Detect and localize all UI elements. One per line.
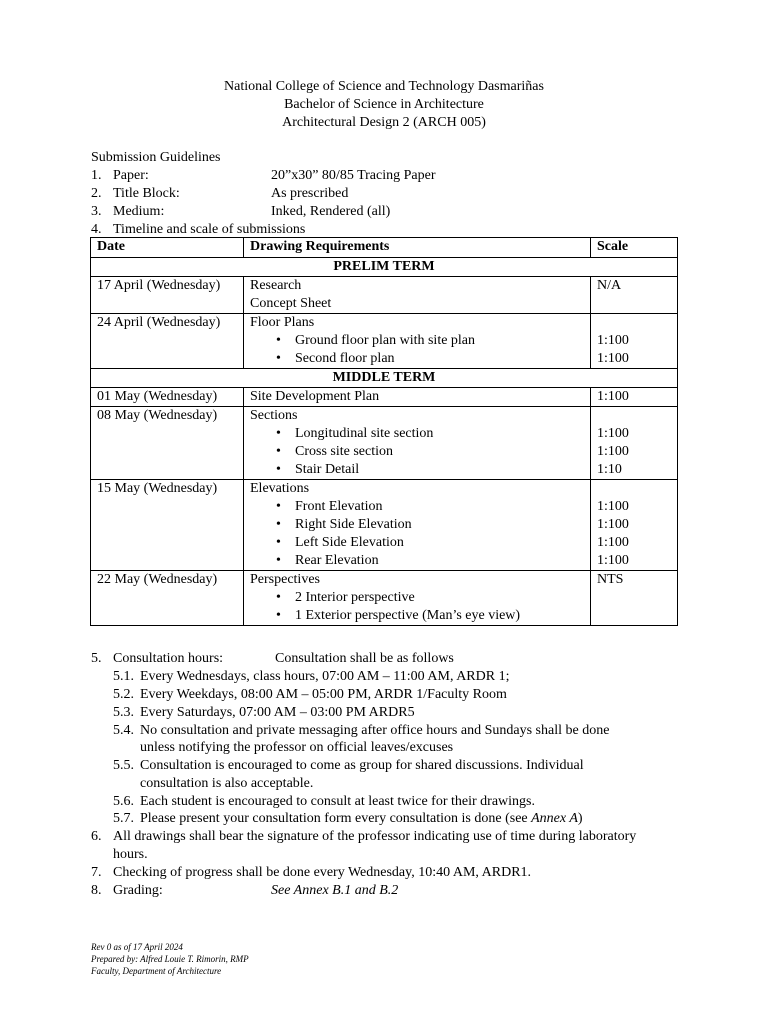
table-row <box>91 314 678 369</box>
table-row <box>91 388 678 407</box>
scale-value: 1:100 <box>597 535 629 550</box>
prepared-by: Prepared by: Alfred Louie T. Rimorin, RMP <box>91 954 249 964</box>
table-row <box>91 407 678 480</box>
consultation-item: No consultation and private messaging after office hours and Sundays shall be done <box>140 723 610 738</box>
sub-item-number: 5.7. <box>113 811 134 826</box>
sub-item-number: 5.2. <box>113 687 134 702</box>
sub-item-number: 5.5. <box>113 758 134 773</box>
table-row <box>91 277 678 314</box>
requirement-item: • 1 Exterior perspective (Man’s eye view) <box>250 607 584 625</box>
requirement-title: Elevations <box>250 481 310 496</box>
program-name: Bachelor of Science in Architecture <box>284 97 484 112</box>
requirement-title: Sections <box>250 408 298 423</box>
grading-label: Grading: <box>113 883 163 898</box>
faculty-line: Faculty, Department of Architecture <box>91 966 222 976</box>
rule-text-continued: hours. <box>113 847 148 862</box>
row-requirements <box>244 571 591 626</box>
consultation-item-continued: unless notifying the professor on official leaves/excuses <box>140 740 454 755</box>
guideline-value: As prescribed <box>271 186 349 201</box>
sub-item-number: 5.6. <box>113 794 134 809</box>
scale-value: 1:100 <box>597 444 629 459</box>
consultation-item <box>140 810 583 828</box>
prelim-term-heading: PRELIM TERM <box>91 258 678 277</box>
consultation-item: Every Weekdays, 08:00 AM – 05:00 PM, ARDR 1/Faculty Room <box>140 687 507 702</box>
scale-value: 1:10 <box>597 462 622 477</box>
consultation-label: Consultation hours: <box>113 651 224 666</box>
requirement-item: • Ground floor plan with site plan <box>250 332 584 350</box>
row-scale <box>591 407 678 480</box>
row-date: 17 April (Wednesday) <box>91 277 244 314</box>
scale-value: 1:100 <box>597 553 629 568</box>
requirement-item: • Cross site section <box>250 443 584 461</box>
institution-name: National College of Science and Technology Dasmariñas <box>224 79 544 94</box>
guideline-number: 2. <box>91 186 102 201</box>
row-date: 22 May (Wednesday) <box>91 571 244 626</box>
requirement-title: Perspectives <box>250 572 320 587</box>
guideline-label: Timeline and scale of submissions <box>113 222 306 237</box>
rule-text: Checking of progress shall be done every Wednesday, 10:40 AM, ARDR1. <box>113 865 532 880</box>
scale-value: 1:100 <box>597 499 629 514</box>
row-scale <box>591 314 678 369</box>
scale-value: 1:100 <box>597 351 629 366</box>
requirement-item: • Stair Detail <box>250 461 584 479</box>
row-requirements <box>244 277 591 314</box>
row-scale: NTS <box>591 571 678 626</box>
requirement-item: • Left Side Elevation <box>250 534 584 552</box>
column-header-date: Date <box>91 238 244 258</box>
guideline-label: Medium: <box>113 204 165 219</box>
course-title: Architectural Design 2 (ARCH 005) <box>282 115 486 130</box>
row-date: 01 May (Wednesday) <box>91 388 244 407</box>
guideline-value: 20”x30” 80/85 Tracing Paper <box>271 168 436 183</box>
guideline-number: 4. <box>91 222 102 237</box>
guideline-value: Inked, Rendered (all) <box>271 204 391 219</box>
term-row-middle <box>91 369 678 388</box>
consultation-item: Every Wednesdays, class hours, 07:00 AM – 11:00 AM, ARDR 1; <box>140 669 510 684</box>
requirement-item: • 2 Interior perspective <box>250 589 584 607</box>
table-header-row <box>91 238 678 258</box>
consultation-item: Consultation is encouraged to come as group for shared discussions. Individual <box>140 758 584 773</box>
requirement-title: Floor Plans <box>250 315 315 330</box>
sub-item-number: 5.1. <box>113 669 134 684</box>
row-requirements <box>244 407 591 480</box>
item-number: 5. <box>91 651 102 666</box>
requirement-title: Research <box>250 278 302 293</box>
item-number: 6. <box>91 829 102 844</box>
sub-item-number: 5.3. <box>113 705 134 720</box>
rule-text: All drawings shall bear the signature of the professor indicating use of time during laboratory <box>113 829 637 844</box>
consultation-item: Every Saturdays, 07:00 AM – 03:00 PM ARDR5 <box>140 705 415 720</box>
requirement-subtitle: Concept Sheet <box>250 296 332 311</box>
item-number: 7. <box>91 865 102 880</box>
sub-item-number: 5.4. <box>113 723 134 738</box>
requirement-item: • Longitudinal site section <box>250 425 584 443</box>
requirement-item: • Rear Elevation <box>250 552 584 570</box>
column-header-scale: Scale <box>591 238 678 258</box>
requirement-item: • Front Elevation <box>250 498 584 516</box>
guideline-label: Paper: <box>113 168 149 183</box>
term-row-prelim <box>91 258 678 277</box>
guidelines-title: Submission Guidelines <box>91 150 221 165</box>
submission-schedule-table <box>90 237 678 626</box>
requirement-item: • Second floor plan <box>250 350 584 368</box>
table-row <box>91 571 678 626</box>
scale-value: 1:100 <box>597 517 629 532</box>
scale-value: 1:100 <box>597 426 629 441</box>
item-number: 8. <box>91 883 102 898</box>
middle-term-heading: MIDDLE TERM <box>91 369 678 388</box>
consultation-value: Consultation shall be as follows <box>275 651 454 666</box>
row-scale: 1:100 <box>591 388 678 407</box>
row-scale <box>591 480 678 571</box>
closing-paren: ) <box>577 811 583 826</box>
row-date: 24 April (Wednesday) <box>91 314 244 369</box>
guideline-label: Title Block: <box>113 186 180 201</box>
row-date: 15 May (Wednesday) <box>91 480 244 571</box>
requirement-item: • Right Side Elevation <box>250 516 584 534</box>
column-header-requirements: Drawing Requirements <box>244 238 591 258</box>
consultation-item-text: Please present your consultation form every consultation is done (see <box>140 811 532 826</box>
annex-reference: Annex A <box>531 811 578 826</box>
revision-note: Rev 0 as of 17 April 2024 <box>91 942 183 952</box>
guideline-number: 1. <box>91 168 102 183</box>
row-requirements: Site Development Plan <box>244 388 591 407</box>
consultation-item-continued: consultation is also acceptable. <box>140 776 314 791</box>
scale-value: 1:100 <box>597 333 629 348</box>
row-requirements <box>244 480 591 571</box>
guideline-number: 3. <box>91 204 102 219</box>
row-date: 08 May (Wednesday) <box>91 407 244 480</box>
table-row <box>91 480 678 571</box>
row-scale: N/A <box>591 277 678 314</box>
consultation-item: Each student is encouraged to consult at least twice for their drawings. <box>140 794 535 809</box>
grading-value: See Annex B.1 and B.2 <box>271 883 399 898</box>
row-requirements <box>244 314 591 369</box>
